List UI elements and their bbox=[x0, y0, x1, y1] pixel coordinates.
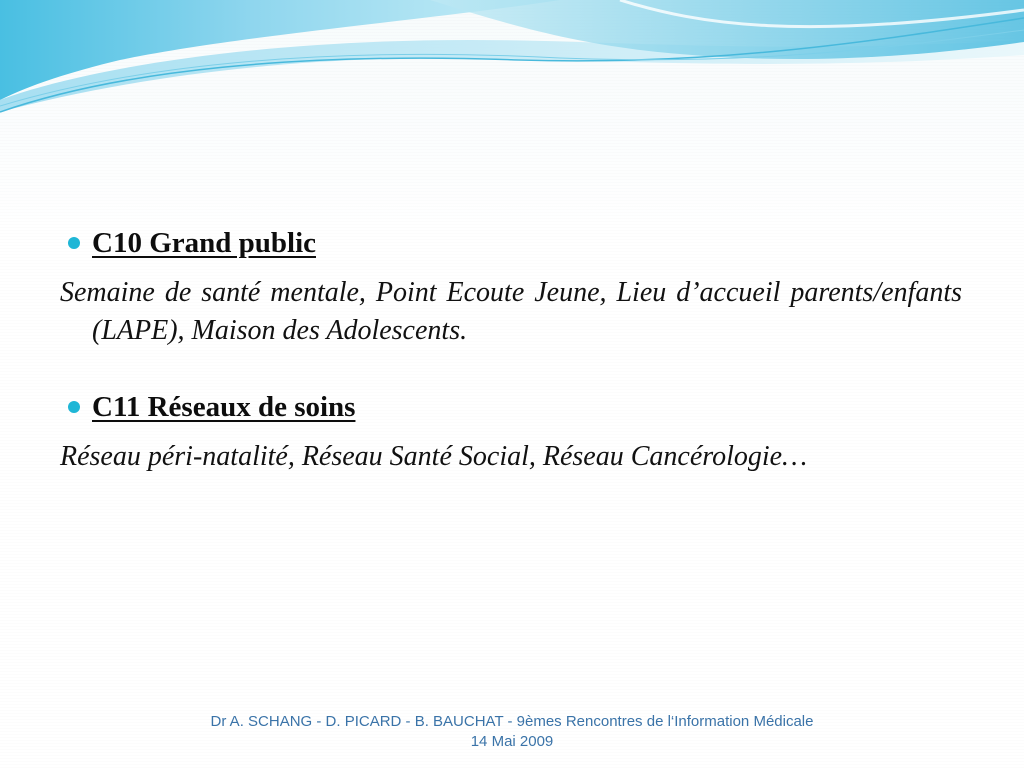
footer-authors: Dr A. SCHANG - D. PICARD - B. BAUCHAT - 9èmes Rencontres de l‘Information Médicale bbox=[210, 713, 814, 730]
bullet-icon bbox=[68, 401, 80, 413]
header-wave-decoration bbox=[0, 0, 1024, 130]
section-text: Semaine de santé mentale, Point Ecoute Jeune, Lieu d’accueil parents/enfants (LAPE), Maison des Adolescents. bbox=[60, 277, 962, 346]
section-heading: C10 Grand public bbox=[92, 227, 316, 259]
footer-date: 14 Mai 2009 bbox=[470, 733, 554, 750]
slide-footer bbox=[0, 712, 1024, 752]
bullet-item-c11 bbox=[60, 386, 962, 428]
bullet-icon bbox=[68, 237, 80, 249]
section-c11 bbox=[60, 386, 962, 476]
section-c10 bbox=[60, 222, 962, 350]
bullet-item-c10 bbox=[60, 222, 962, 264]
slide-content bbox=[60, 222, 962, 512]
section-heading: C11 Réseaux de soins bbox=[92, 391, 356, 423]
section-text: Réseau péri-natalité, Réseau Santé Social, Réseau Cancérologie… bbox=[60, 441, 808, 472]
